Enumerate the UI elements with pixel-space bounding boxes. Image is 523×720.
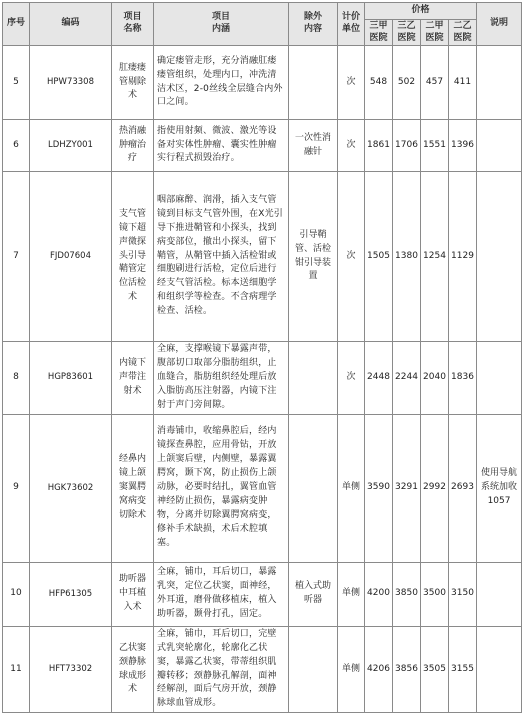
cell-code: LDHZY001: [30, 120, 112, 172]
cell-content: 消毒铺巾，收缩鼻腔后，经内镜探查鼻腔，应用骨钻，开放上颌窦后壁，内侧壁，暴露翼腭窝，颞下窝，防止损伤上颌动脉，必要时结扎，翼管血管神经防止损伤，暴露病变肿物，分离并切除翼腭窝病变，修补手术缺损，术后术腔填塞。: [154, 414, 289, 562]
table-row: [3, 626, 522, 713]
cell-price-tier-2: 457: [421, 46, 449, 120]
cell-name: 乙状窦颈静脉球成形术: [112, 626, 154, 713]
table-row: [3, 562, 522, 626]
cell-except: [289, 342, 338, 415]
cell-except: 引导鞘管、活检钳引导装置: [289, 172, 338, 342]
cell-note: [477, 342, 522, 415]
table-row: [3, 342, 522, 415]
cell-note: [477, 626, 522, 713]
cell-price-tier-1: 3850: [393, 562, 421, 626]
header-name: 项目 名称: [112, 3, 154, 46]
table-row: [3, 120, 522, 172]
table-row: [3, 172, 522, 342]
cell-code: FJD07604: [30, 172, 112, 342]
header-unit: 计价 单位: [338, 3, 365, 46]
cell-seq: 6: [3, 120, 30, 172]
cell-content: 确定瘘管走形，充分消融肛瘘瘘管组织，处理内口，冲洗清洁术区，2-0丝线全层缝合内外口之间。: [154, 46, 289, 120]
table-row: [3, 46, 522, 120]
cell-price-tier-1: 3856: [393, 626, 421, 713]
cell-unit: 次: [338, 342, 365, 415]
cell-price-tier-0: 1861: [365, 120, 393, 172]
cell-except: 植入式助听器: [289, 562, 338, 626]
cell-price-tier-2: 1254: [421, 172, 449, 342]
header-note: 说明: [477, 3, 522, 46]
cell-name: 热消融肿瘤治疗: [112, 120, 154, 172]
cell-name: 支气管镜下超声微探头引导鞘管定位活检术: [112, 172, 154, 342]
cell-name: 内镜下声带注射术: [112, 342, 154, 415]
cell-price-tier-1: 502: [393, 46, 421, 120]
cell-price-tier-3: 411: [449, 46, 477, 120]
cell-price-tier-0: 1505: [365, 172, 393, 342]
cell-price-tier-3: 3155: [449, 626, 477, 713]
cell-price-tier-1: 1380: [393, 172, 421, 342]
cell-price-tier-1: 1706: [393, 120, 421, 172]
cell-name: 助听器中耳植入术: [112, 562, 154, 626]
cell-price-tier-0: 2448: [365, 342, 393, 415]
cell-price-tier-3: 3150: [449, 562, 477, 626]
cell-price-tier-2: 3500: [421, 562, 449, 626]
cell-name: 经鼻内镜上颌窦翼腭窝病变切除术: [112, 414, 154, 562]
header-price: 价格: [365, 3, 477, 20]
cell-code: HPW73308: [30, 46, 112, 120]
cell-note: 使用导航系统加收1057: [477, 414, 522, 562]
cell-price-tier-0: 548: [365, 46, 393, 120]
cell-seq: 11: [3, 626, 30, 713]
cell-except: [289, 626, 338, 713]
cell-price-tier-3: 1129: [449, 172, 477, 342]
cell-price-tier-3: 1396: [449, 120, 477, 172]
cell-unit: 单侧: [338, 414, 365, 562]
cell-content: 全麻，支撑喉镜下暴露声带，腹部切口取部分脂肪组织，止血缝合，脂肪组织经处理后放入脂肪高压注射器，内镜下注射于声门旁间隙。: [154, 342, 289, 415]
cell-price-tier-3: 2693: [449, 414, 477, 562]
cell-price-tier-2: 3505: [421, 626, 449, 713]
cell-except: 一次性消融针: [289, 120, 338, 172]
cell-price-tier-0: 3590: [365, 414, 393, 562]
cell-except: [289, 46, 338, 120]
cell-price-tier-1: 3291: [393, 414, 421, 562]
cell-unit: 次: [338, 172, 365, 342]
cell-seq: 8: [3, 342, 30, 415]
cell-price-tier-3: 1836: [449, 342, 477, 415]
cell-note: [477, 46, 522, 120]
cell-price-tier-2: 2992: [421, 414, 449, 562]
cell-unit: 次: [338, 46, 365, 120]
header-tier-0: 三甲 医院: [365, 20, 393, 46]
header-seq: 序号: [3, 3, 30, 46]
cell-seq: 7: [3, 172, 30, 342]
table-row: [3, 414, 522, 562]
cell-seq: 5: [3, 46, 30, 120]
cell-price-tier-2: 2040: [421, 342, 449, 415]
header-tier-2: 二甲 医院: [421, 20, 449, 46]
cell-unit: 单侧: [338, 626, 365, 713]
cell-note: [477, 120, 522, 172]
header-tier-3: 二乙 医院: [449, 20, 477, 46]
header-code: 编码: [30, 3, 112, 46]
cell-code: HGK73602: [30, 414, 112, 562]
cell-unit: 单侧: [338, 562, 365, 626]
cell-note: [477, 172, 522, 342]
cell-seq: 10: [3, 562, 30, 626]
header-content: 项目 内涵: [154, 3, 289, 46]
cell-content: 指使用射频、微波、激光等设备对实体性肿瘤、囊实性肿瘤实行程式损毁治疗。: [154, 120, 289, 172]
table-body: [3, 46, 522, 713]
cell-code: HFP61305: [30, 562, 112, 626]
cell-note: [477, 562, 522, 626]
table-header: [3, 3, 522, 46]
cell-name: 肛瘘瘘管剔除术: [112, 46, 154, 120]
cell-seq: 9: [3, 414, 30, 562]
header-except: 除外 内容: [289, 3, 338, 46]
cell-price-tier-1: 2244: [393, 342, 421, 415]
cell-content: 咽部麻醉、润滑，插入支气管镜到目标支气管外围，在X光引导下推进鞘管和小探头，找到病变部位，撤出小探头，留下鞘管，从鞘管中插入活检钳或细胞刷进行活检，定位后进行经支气管活检。标本送细胞学和组织学等检查。不含病理学检查、活检。: [154, 172, 289, 342]
header-tier-1: 三乙 医院: [393, 20, 421, 46]
cell-price-tier-0: 4200: [365, 562, 393, 626]
cell-content: 全麻，铺巾，耳后切口，完壁式乳突轮廓化，轮廓化乙状窦，暴露乙状窦，带蒂组织肌瓣转移；颈静脉孔解剖，面神经解剖，面后气房开放，颈静脉球血管成形。: [154, 626, 289, 713]
cell-except: [289, 414, 338, 562]
cell-code: HGP83601: [30, 342, 112, 415]
cell-price-tier-0: 4206: [365, 626, 393, 713]
cell-content: 全麻，铺巾，耳后切口，暴露乳突，定位乙状窦，面神经，外耳道，磨骨做移植床，植入助听器，颞骨打孔，固定。: [154, 562, 289, 626]
cell-code: HFT73302: [30, 626, 112, 713]
cell-price-tier-2: 1551: [421, 120, 449, 172]
price-table: [2, 2, 522, 713]
cell-unit: 次: [338, 120, 365, 172]
